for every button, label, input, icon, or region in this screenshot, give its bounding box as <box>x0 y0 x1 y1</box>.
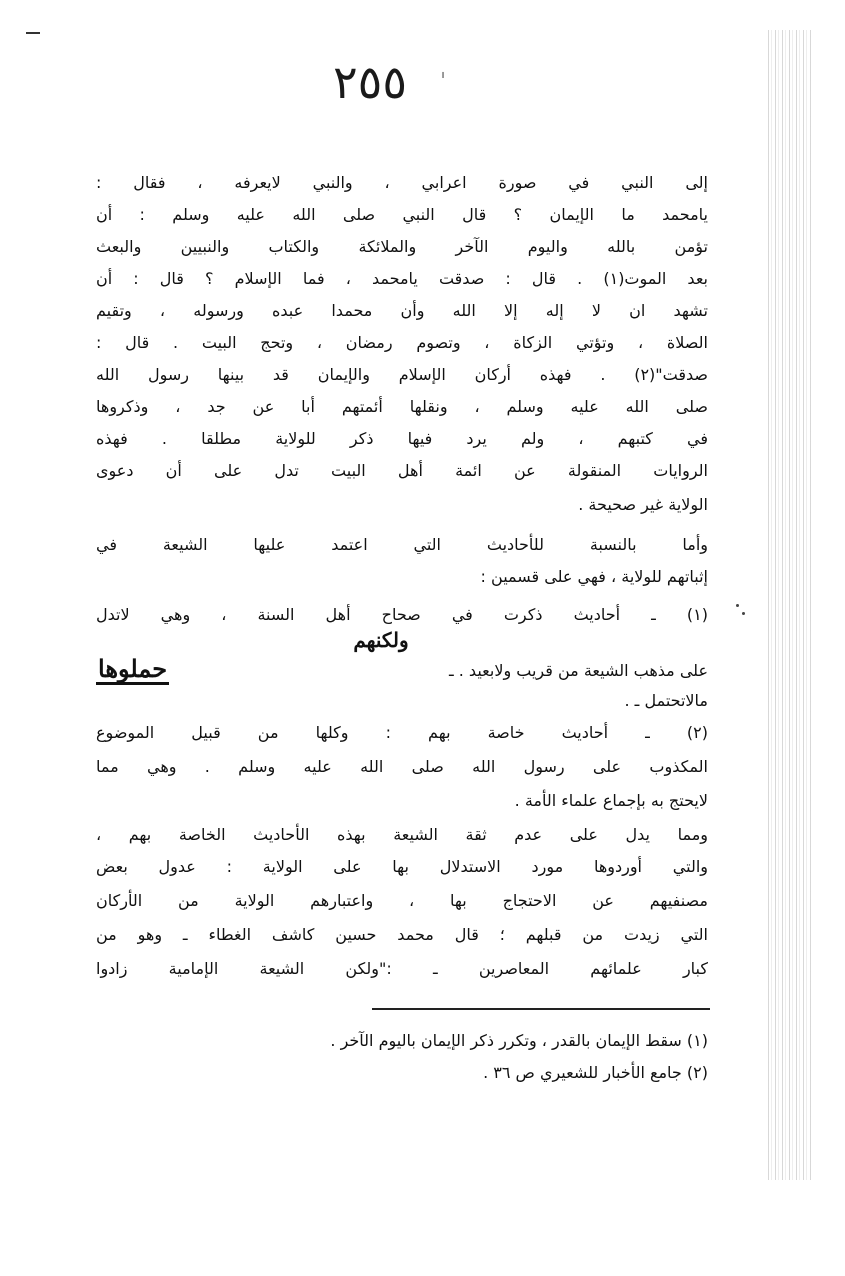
page-number: ٢٥٥ <box>332 55 408 109</box>
text-line: التي زيدت من قبلهم ؛ قال محمد حسين كاشف الغطاء ـ وهو من <box>96 925 708 944</box>
handwritten-word: حملوها <box>98 654 168 683</box>
text-line: ومما يدل على عدم ثقة الشيعة بهذه الأحاديث الخاصة بهم ، <box>96 825 708 844</box>
text-line: مالاتحتمل ـ . <box>624 691 708 710</box>
text-line: إثباتهم للولاية ، فهي على قسمين : <box>480 567 708 586</box>
text-line: صدقت"(٢) . فهذه أركان الإسلام والإيمان قد بينها رسول الله <box>96 365 708 384</box>
list-item-2: (٢) ـ أحاديث خاصة بهم : وكلها من قبيل الموضوع <box>96 723 708 742</box>
text-line: الروايات المنقولة عن ائمة أهل البيت تدل على أن دعوى <box>96 461 708 480</box>
text-line-with-handwriting <box>96 656 708 685</box>
page-number-tick: ˈ <box>440 70 447 95</box>
text-line: لايحتج به بإجماع علماء الأمة . <box>514 791 708 810</box>
text-line: كبار علمائهم المعاصرين ـ :"ولكن الشيعة الإمامية زادوا <box>96 959 708 978</box>
text-line: إلى النبي في صورة اعرابي ، والنبي لايعرفه ، فقال : <box>96 173 708 192</box>
text-segment: على مذهب الشيعة من قريب ولابعيد . ـ <box>448 660 708 680</box>
text-line: الصلاة ، وتؤتي الزكاة ، وتصوم رمضان ، وتحج البيت . قال : <box>96 333 708 352</box>
list-item-1: (١) ـ أحاديث ذكرت في صحاح أهل السنة ، وهي لاتدل <box>96 605 708 624</box>
text-line: صلى الله عليه وسلم ، ونقلها أئمتهم أبا عن جد ، وذكروها <box>96 397 708 416</box>
scan-speck <box>736 604 739 607</box>
text-line: والتي أوردوها مورد الاستدلال بها على الولاية : عدول بعض <box>96 857 708 876</box>
scan-edge-artifact <box>768 30 812 1180</box>
text-line: يامحمد ما الإيمان ؟ قال النبي صلى الله عليه وسلم : أن <box>96 205 708 224</box>
margin-mark <box>26 32 40 34</box>
text-line: تشهد ان لا إله إلا الله وأن محمدا عبده ورسوله ، وتقيم <box>96 301 708 320</box>
footnote-1: (١) سقط الإيمان بالقدر ، وتكرر ذكر الإيمان باليوم الآخر . <box>330 1031 708 1050</box>
footnote-separator <box>372 1008 710 1010</box>
text-line: وأما بالنسبة للأحاديث التي اعتمد عليها الشيعة في <box>96 535 708 554</box>
handwritten-insertion: ولكنهم <box>353 628 409 652</box>
text-line: تؤمن بالله واليوم الآخر والملائكة والكتاب والنبيين والبعث <box>96 237 708 256</box>
footnote-2: (٢) جامع الأخبار للشعيري ص ٣٦ . <box>483 1063 708 1082</box>
text-line: الولاية غير صحيحة . <box>578 495 708 514</box>
scan-speck <box>742 612 745 615</box>
text-line: المكذوب على رسول الله صلى الله عليه وسلم . وهي مما <box>96 757 708 776</box>
text-line: بعد الموت(١) . قال : صدقت يامحمد ، فما الإسلام ؟ قال : أن <box>96 269 709 288</box>
text-line: في كتبهم ، ولم يرد فيها ذكر للولاية مطلقا . فهذه <box>96 429 708 448</box>
text-line: مصنفيهم عن الاحتجاج بها ، واعتبارهم الولاية من الأركان <box>96 891 708 910</box>
